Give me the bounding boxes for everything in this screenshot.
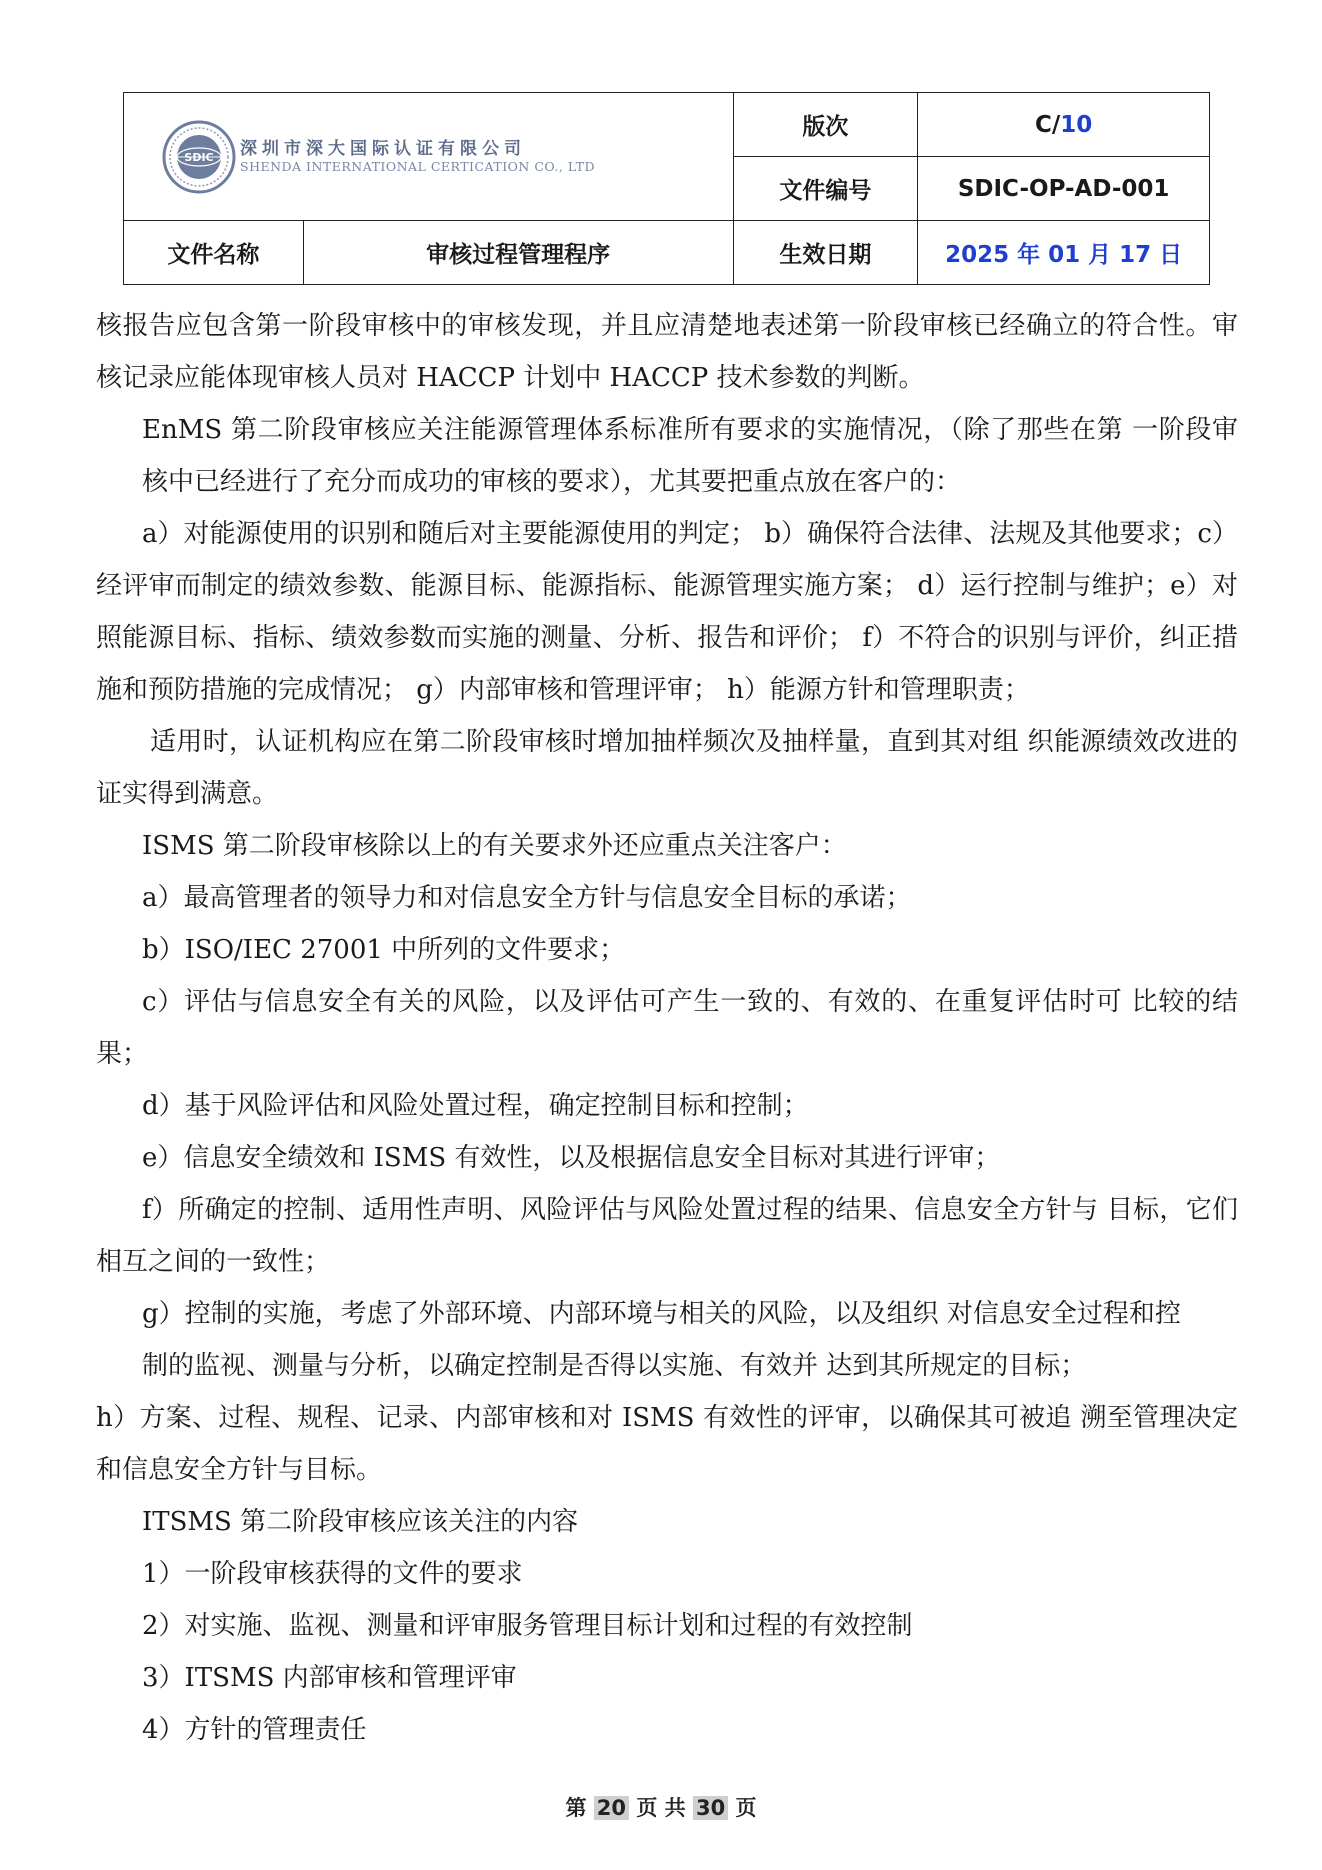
doc-number-label: 文件编号 bbox=[733, 157, 918, 221]
list-item: d）基于风险评估和风险处置过程，确定控制目标和控制； bbox=[142, 1091, 809, 1121]
paragraph: 适用时，认证机构应在第二阶段审核时增加抽样频次及抽样量，直到其对组 织能源绩效改进的证实得到满意。 bbox=[96, 727, 1238, 809]
doc-name-label: 文件名称 bbox=[124, 221, 304, 285]
list-item: f）所确定的控制、适用性声明、风险评估与风险处置过程的结果、信息安全方针与 目标，它们相互之间的一致性； bbox=[96, 1195, 1238, 1277]
version-value: C/10 bbox=[918, 93, 1210, 157]
total-page-count: 30 bbox=[693, 1796, 728, 1820]
current-page-number: 20 bbox=[594, 1796, 629, 1820]
company-seal-logo bbox=[162, 120, 236, 194]
company-logo-cell bbox=[124, 93, 734, 221]
list-item: 4）方针的管理责任 bbox=[142, 1715, 367, 1745]
doc-name-value: 审核过程管理程序 bbox=[303, 221, 733, 285]
list-item: 2）对实施、监视、测量和评审服务管理目标计划和过程的有效控制 bbox=[142, 1611, 913, 1641]
list-item: h）方案、过程、规程、记录、内部审核和对 ISMS 有效性的评审，以确保其可被追 溯至管理决定和信息安全方针与目标。 bbox=[96, 1403, 1238, 1485]
document-header-table bbox=[123, 92, 1210, 285]
paragraph: EnMS 第二阶段审核应关注能源管理体系标准所有要求的实施情况，（除了那些在第 一阶段审核中已经进行了充分而成功的审核的要求），尤其要把重点放在客户的： bbox=[142, 415, 1238, 497]
list-item: a）最高管理者的领导力和对信息安全方针与信息安全目标的承诺； bbox=[142, 883, 912, 913]
list-item: b）ISO/IEC 27001 中所列的文件要求； bbox=[142, 935, 626, 965]
list-item: g）控制的实施，考虑了外部环境、内部环境与相关的风险，以及组织 对信息安全过程和控 bbox=[142, 1299, 1181, 1329]
list-item: 1）一阶段审核获得的文件的要求 bbox=[142, 1559, 523, 1589]
list-item: c）评估与信息安全有关的风险，以及评估可产生一致的、有效的、在重复评估时可 比较的结果； bbox=[96, 987, 1238, 1069]
paragraph: 核报告应包含第一阶段审核中的审核发现，并且应清楚地表述第一阶段审核已经确立的符合性。审核记录应能体现审核人员对 HACCP 计划中 HACCP 技术参数的判断。 bbox=[96, 311, 1238, 393]
svg-text:SDIC: SDIC bbox=[184, 150, 214, 164]
company-name-en: SHENDA INTERNATIONAL CERTICATION CO., LTD bbox=[240, 159, 595, 175]
paragraph: a）对能源使用的识别和随后对主要能源使用的判定； b）确保符合法律、法规及其他要求；c）经评审而制定的绩效参数、能源目标、能源指标、能源管理实施方案； d）运行控制与维护；e）对照能源目标、指标、绩效参数而实施的测量、分析、报告和评价； f）不符合的识别与评价，纠正措施和预防措施的完成情况； g）内部审核和管理评审； h）能源方针和管理职责； bbox=[96, 519, 1238, 705]
company-name-cn: 深圳市深大国际认证有限公司 bbox=[240, 138, 526, 159]
list-item: 制的监视、测量与分析，以确定控制是否得以实施、有效并 达到其所规定的目标； bbox=[142, 1351, 1087, 1381]
list-item: 3）ITSMS 内部审核和管理评审 bbox=[142, 1663, 517, 1693]
list-item: e）信息安全绩效和 ISMS 有效性，以及根据信息安全目标对其进行评审； bbox=[142, 1143, 1001, 1173]
effective-date-value: 2025 年 01 月 17 日 bbox=[918, 221, 1210, 285]
paragraph: ISMS 第二阶段审核除以上的有关要求外还应重点关注客户： bbox=[142, 831, 847, 861]
page-footer: 第 20 页 共 30 页 bbox=[565, 1796, 757, 1820]
paragraph: ITSMS 第二阶段审核应该关注的内容 bbox=[142, 1507, 579, 1537]
effective-date-label: 生效日期 bbox=[733, 221, 918, 285]
doc-number-value: SDIC-OP-AD-001 bbox=[918, 157, 1210, 221]
version-label: 版次 bbox=[733, 93, 918, 157]
document-body bbox=[96, 300, 1238, 1756]
